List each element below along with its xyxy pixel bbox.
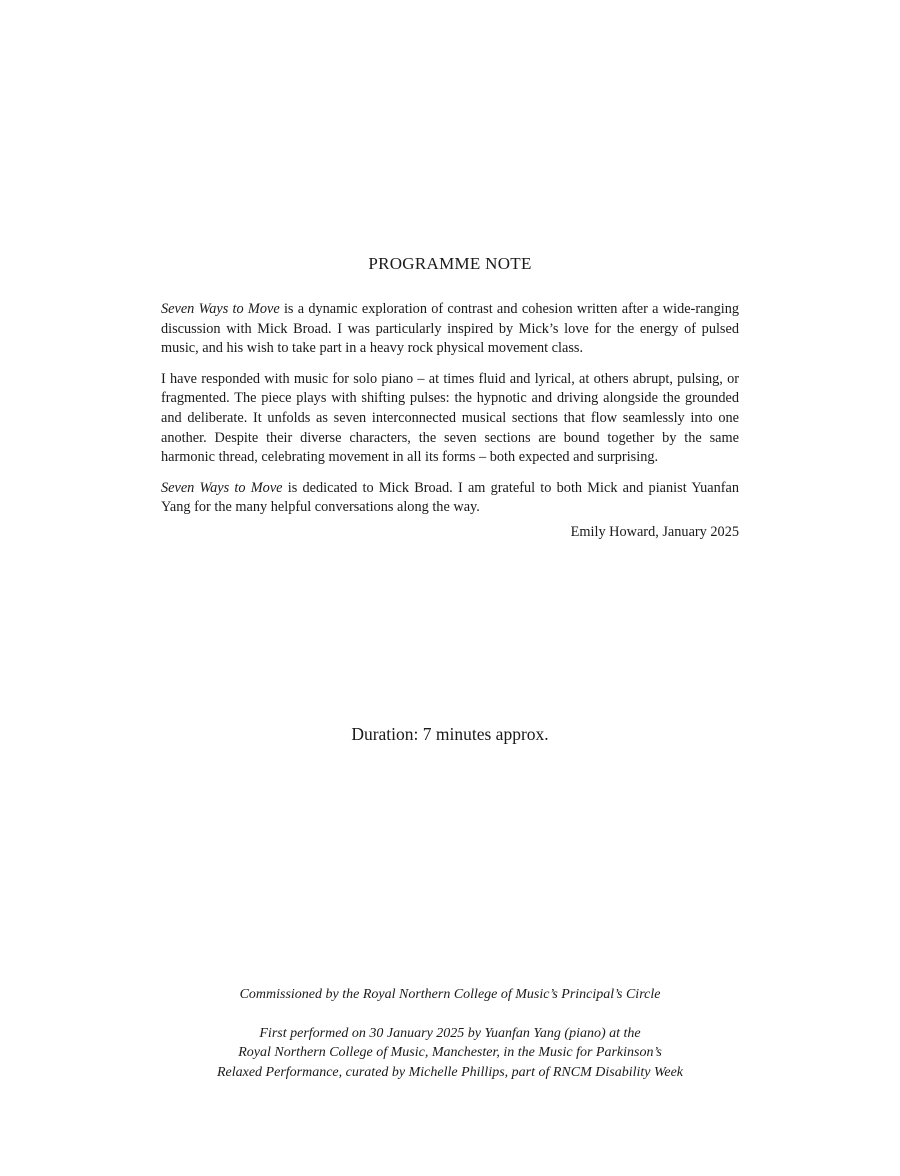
credits bbox=[0, 985, 900, 1101]
page-title: PROGRAMME NOTE bbox=[368, 254, 532, 273]
premiere-line: Royal Northern College of Music, Manchester, in the Music for Parkinson’s bbox=[238, 1045, 662, 1060]
duration: Duration: 7 minutes approx. bbox=[351, 724, 549, 744]
paragraph-1-text: is a dynamic exploration of contrast and cohesion written after a wide-ranging discussion with Mick Broad. I was particularly inspired by Mick’s love for the energy of pulsed music, and his wish to take part in a heavy rock physical movement class. bbox=[161, 301, 739, 357]
premiere-credit bbox=[0, 1024, 900, 1083]
paragraph-1 bbox=[161, 300, 739, 359]
paragraph-3 bbox=[161, 479, 739, 518]
paragraph-3-text: is dedicated to Mick Broad. I am grateful to both Mick and pianist Yuanfan Yang for the many helpful conversations along the way. bbox=[161, 479, 739, 516]
premiere-line: First performed on 30 January 2025 by Yuanfan Yang (piano) at the bbox=[259, 1025, 641, 1041]
premiere-line: Relaxed Performance, curated by Michelle Phillips, part of RNCM Disability Week bbox=[216, 1064, 684, 1080]
paragraph-2: I have responded with music for solo piano – at times fluid and lyrical, at others abrupt, pulsing, or fragmented. The piece plays with shifting pulses: the hypnotic and driving alongside the grounded and deliberate. It unfolds as seven interconnected musical sections that flow seamlessly into one another. Despite their diverse characters, the seven sections are bound together by the same harmonic thread, celebrating movement in all its forms – both expected and surprising. bbox=[161, 370, 739, 466]
work-title: Seven Ways to Move bbox=[161, 479, 283, 496]
programme-note-body bbox=[161, 300, 739, 543]
signature: Emily Howard, January 2025 bbox=[570, 523, 739, 540]
work-title: Seven Ways to Move bbox=[161, 301, 280, 317]
commission-credit: Commissioned by the Royal Northern College of Music’s Principal’s Circle bbox=[239, 987, 661, 1002]
